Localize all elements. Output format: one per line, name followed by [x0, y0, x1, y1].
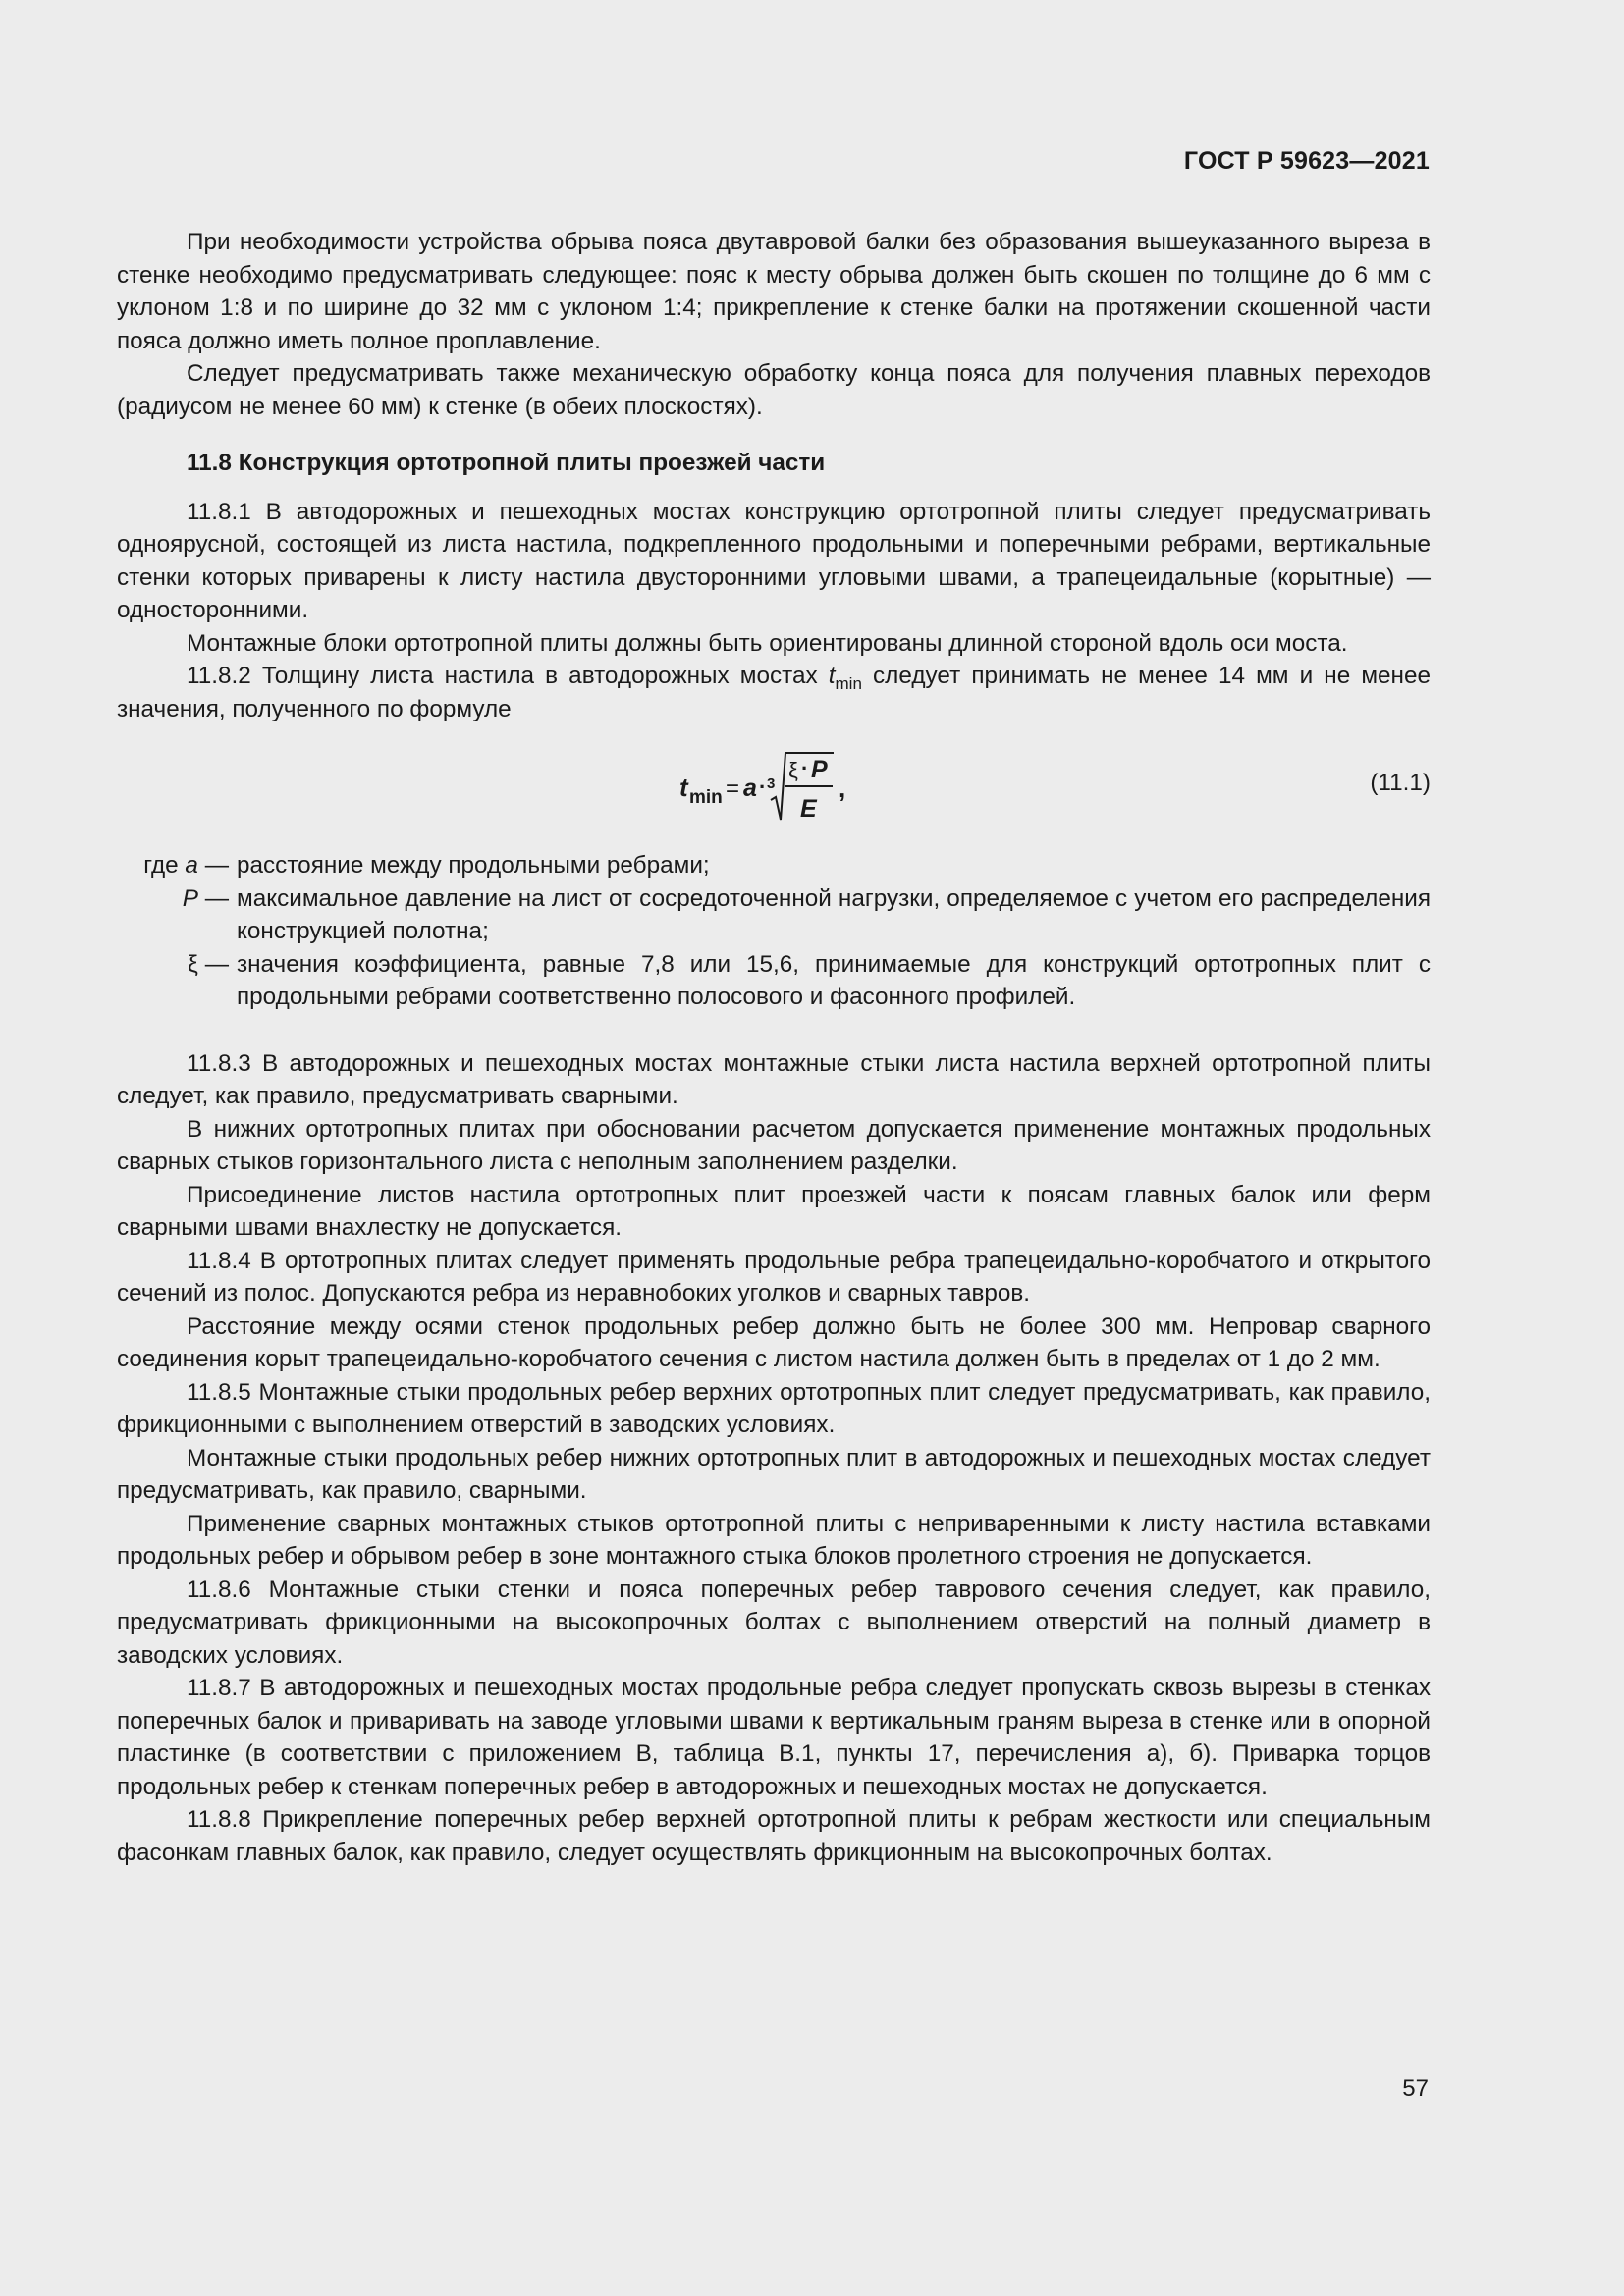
paragraph: Присоединение листов настила ортотропных плит проезжей части к поясам главных балок или ферм сварными швами внахлестку не допускается.: [117, 1181, 1431, 1241]
variable-subscript: min: [835, 674, 862, 693]
paragraph: 11.8.3 В автодорожных и пешеходных мостах монтажные стыки листа настила верхней ортотропной плиты следует, как правило, предусматривать сварными.: [117, 1049, 1431, 1109]
where-symbol: P —: [182, 884, 229, 912]
formula-comma: ,: [839, 774, 846, 803]
formula-num-P: P: [811, 756, 828, 783]
where-symbol: где a —: [143, 852, 229, 879]
paragraph: Применение сварных монтажных стыков ортотропной плиты с неприваренными к листу настила вставками продольных ребер и обрывом ребер в зоне монтажного стыка блоков пролетного строения не допускается.: [117, 1510, 1431, 1570]
paragraph-text: 11.8.2 Толщину листа настила в автодорожных мостах: [187, 663, 829, 689]
where-definition: расстояние между продольными ребрами;: [237, 852, 710, 879]
paragraph: 11.8.7 В автодорожных и пешеходных мостах продольные ребра следует пропускать сквозь вырезы в стенках поперечных балок и приваривать на заводе угловыми швами к вертикальным граням выреза в стенке или в опорной пластинке (в соответствии с приложением В, таблица В.1, пункты 17, перечисления а), б). Приварка торцов продольных ребер к стенкам поперечных ребер в автодорожных и пешеходных мостах не допускается.: [117, 1675, 1431, 1800]
spacer: [117, 1014, 1431, 1047]
variable-t: t: [828, 663, 836, 689]
where-list: [117, 849, 1431, 1014]
page-number: 57: [1402, 2075, 1429, 2102]
paragraph: Расстояние между осями стенок продольных ребер должно быть не более 300 мм. Непровар сварного соединения корыт трапецеидально-коробчатого сечения с листом настила должен быть в пределах от 1 до 2 мм.: [117, 1312, 1431, 1372]
where-definition: максимальное давление на лист от сосредоточенной нагрузки, определяемое с учетом его распределения конструкцией полотна;: [237, 884, 1431, 944]
document-code-header: ГОСТ Р 59623—2021: [1183, 147, 1430, 175]
section-heading: 11.8 Конструкция ортотропной плиты проезжей части: [187, 450, 826, 476]
formula-coef: a: [743, 774, 757, 802]
paragraph: Следует предусматривать также механическую обработку конца пояса для получения плавных переходов (радиусом не менее 60 мм) к стенке (в обеих плоскостях).: [117, 360, 1431, 420]
paragraph: 11.8.8 Прикрепление поперечных ребер верхней ортотропной плиты к ребрам жесткости или специальным фасонкам главных балок, как правило, следует осуществлять фрикционным на высокопрочных болтах.: [117, 1806, 1431, 1866]
paragraph: Монтажные стыки продольных ребер нижних ортотропных плит в автодорожных и пешеходных мостах следует предусматривать, как правило, сварными.: [117, 1444, 1431, 1504]
paragraph: При необходимости устройства обрыва пояса двутавровой балки без образования вышеуказанного выреза в стенке необходимо предусматривать следующее: пояс к месту обрыва должен быть скошен по толщине до 6 мм с уклоном 1:8 и по ширине до 32 мм с уклоном 1:4; прикрепление к стенке балки на протяжении скошенной части пояса должно иметь полное проплавление.: [117, 229, 1431, 354]
where-item: [117, 948, 1431, 1014]
where-definition: значения коэффициента, равные 7,8 или 15,6, принимаемые для конструкций ортотропных плит с продольными ребрами соответственно полосового и фасонного профилей.: [237, 950, 1431, 1010]
paragraph: В нижних ортотропных плитах при обосновании расчетом допускается применение монтажных продольных сварных стыков горизонтального листа с неполным заполнением разделки.: [117, 1115, 1431, 1175]
formula-expression: [677, 743, 893, 833]
paragraph: 11.8.6 Монтажные стыки стенки и пояса поперечных ребер таврового сечения следует, как правило, предусматривать фрикционными на высокопрочных болтах с выполнением отверстий на полный диаметр в заводских условиях.: [117, 1575, 1431, 1669]
formula-lhs-var: t: [679, 773, 688, 802]
paragraph: Монтажные блоки ортотропной плиты должны быть ориентированы длинной стороной вдоль оси моста.: [187, 629, 1348, 657]
formula-lhs-sub: min: [689, 787, 723, 808]
page-content: [117, 226, 1431, 1869]
formula-number: (11.1): [1370, 770, 1431, 796]
where-symbol: ξ —: [188, 950, 229, 978]
where-item: [117, 882, 1431, 948]
formula-root-index: 3: [767, 775, 776, 792]
formula-11-1: [117, 741, 1431, 835]
formula-dot: ·: [759, 774, 767, 799]
formula-num-dot: ·: [801, 756, 809, 780]
formula-num-xi: ξ: [788, 758, 798, 782]
paragraph: 11.8.4 В ортотропных плитах следует применять продольные ребра трапецеидально-коробчатого и открытого сечений из полос. Допускаются ребра из неравнобоких уголков и сварных тавров.: [117, 1247, 1431, 1307]
paragraph-11-8-2: [117, 660, 1431, 725]
where-item: [117, 849, 1431, 882]
paragraph-text: следует принимать не менее 14 мм и не менее значения, полученного по формуле: [117, 663, 1431, 722]
paragraph: 11.8.5 Монтажные стыки продольных ребер верхних ортотропных плит следует предусматривать, как правило, фрикционными с выполнением отверстий в заводских условиях.: [117, 1378, 1431, 1438]
formula-den-E: E: [800, 795, 817, 823]
formula-equals: =: [726, 775, 740, 802]
paragraph: 11.8.1 В автодорожных и пешеходных мостах конструкцию ортотропной плиты следует предусматривать одноярусной, состоящей из листа настила, подкрепленного продольными и поперечными ребрами, вертикальные стенки которых приварены к листу настила двусторонними угловыми швами, а трапецеидальные (корытные) — односторонними.: [117, 498, 1431, 623]
